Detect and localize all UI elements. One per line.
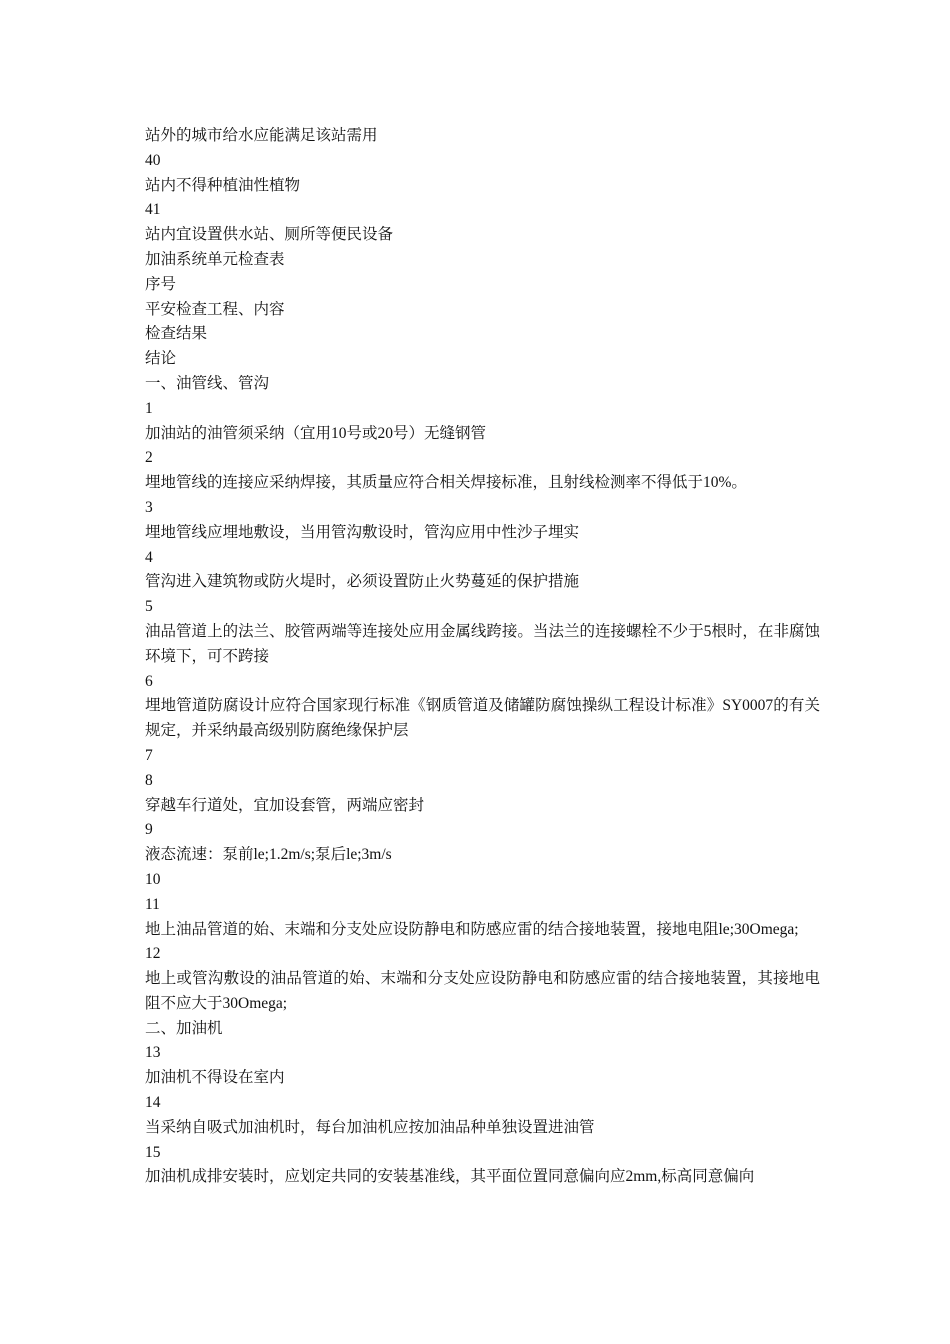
text-line: 站外的城市给水应能满足该站需用: [145, 127, 378, 144]
item-number: 40: [145, 151, 161, 169]
item-number: 5: [145, 598, 153, 616]
item-number: 14: [145, 1094, 161, 1112]
text-line: 穿越车行道处，宜加设套管，两端应密封: [145, 796, 425, 814]
item-number: 7: [145, 746, 153, 764]
item-number: 3: [145, 498, 153, 516]
text-line: 埋地管线应埋地敷设，当用管沟敷设时，管沟应用中性沙子埋实: [145, 523, 580, 541]
text-line: 当采纳自吸式加油机时，每台加油机应按加油品种单独设置进油管: [145, 1118, 595, 1136]
item-number: 41: [145, 201, 161, 219]
item-number: 11: [145, 895, 160, 913]
item-number: 1: [145, 399, 153, 417]
item-number: 4: [145, 548, 153, 566]
document-page: [145, 124, 820, 1190]
item-number: 9: [145, 821, 153, 839]
text-paragraph: 地上油品管道的始、末端和分支处应设防静电和防感应雷的结合接地装置，接地电阻le;30Omega;: [145, 920, 799, 938]
text-line: 加油站的油管须采纳（宜用10号或20号）无缝钢管: [145, 424, 487, 442]
text-paragraph: 地上或管沟敷设的油品管道的始、末端和分支处应设防静电和防感应雷的结合接地装置，其接地电阻不应大于30Omega;: [145, 970, 820, 1012]
item-number: 15: [145, 1143, 161, 1161]
item-number: 10: [145, 870, 161, 888]
text-line: 站内宜设置供水站、厕所等便民设备: [145, 226, 394, 244]
item-number: 6: [145, 672, 153, 690]
column-header: 平安检查工程、内容: [145, 300, 285, 318]
text-line: 加油机不得设在室内: [145, 1069, 285, 1087]
text-paragraph: 油品管道上的法兰、胶管两端等连接处应用金属线跨接。当法兰的连接螺栓不少于5根时，在非腐蚀环境下，可不跨接: [145, 622, 820, 665]
section-heading: 二、加油机: [145, 1019, 223, 1037]
column-header: 序号: [145, 275, 177, 293]
section-heading: 一、油管线、管沟: [145, 374, 270, 392]
column-header: 结论: [145, 350, 177, 368]
column-header: 检查结果: [145, 325, 208, 343]
text-paragraph: 埋地管道防腐设计应符合国家现行标准《钢质管道及储罐防腐蚀操纵工程设计标准》SY0007的有关规定，并采纳最高级别防腐绝缘保护层: [145, 697, 820, 740]
text-line: 加油机成排安装时，应划定共同的安装基准线，其平面位置同意偏向应2mm,标高同意偏向: [145, 1168, 755, 1186]
item-number: 2: [145, 449, 153, 467]
item-number: 8: [145, 771, 153, 789]
text-line: 液态流速：泵前le;1.2m/s;泵后le;3m/s: [145, 846, 392, 864]
item-number: 12: [145, 945, 161, 963]
text-line: 站内不得种植油性植物: [145, 176, 301, 194]
text-line: 管沟进入建筑物或防火堤时，必须设置防止火势蔓延的保护措施: [145, 573, 580, 591]
text-line: 埋地管线的连接应采纳焊接，其质量应符合相关焊接标准，且射线检测率不得低于10%。: [145, 474, 747, 492]
table-title: 加油系统单元检查表: [145, 250, 285, 268]
item-number: 13: [145, 1044, 161, 1062]
